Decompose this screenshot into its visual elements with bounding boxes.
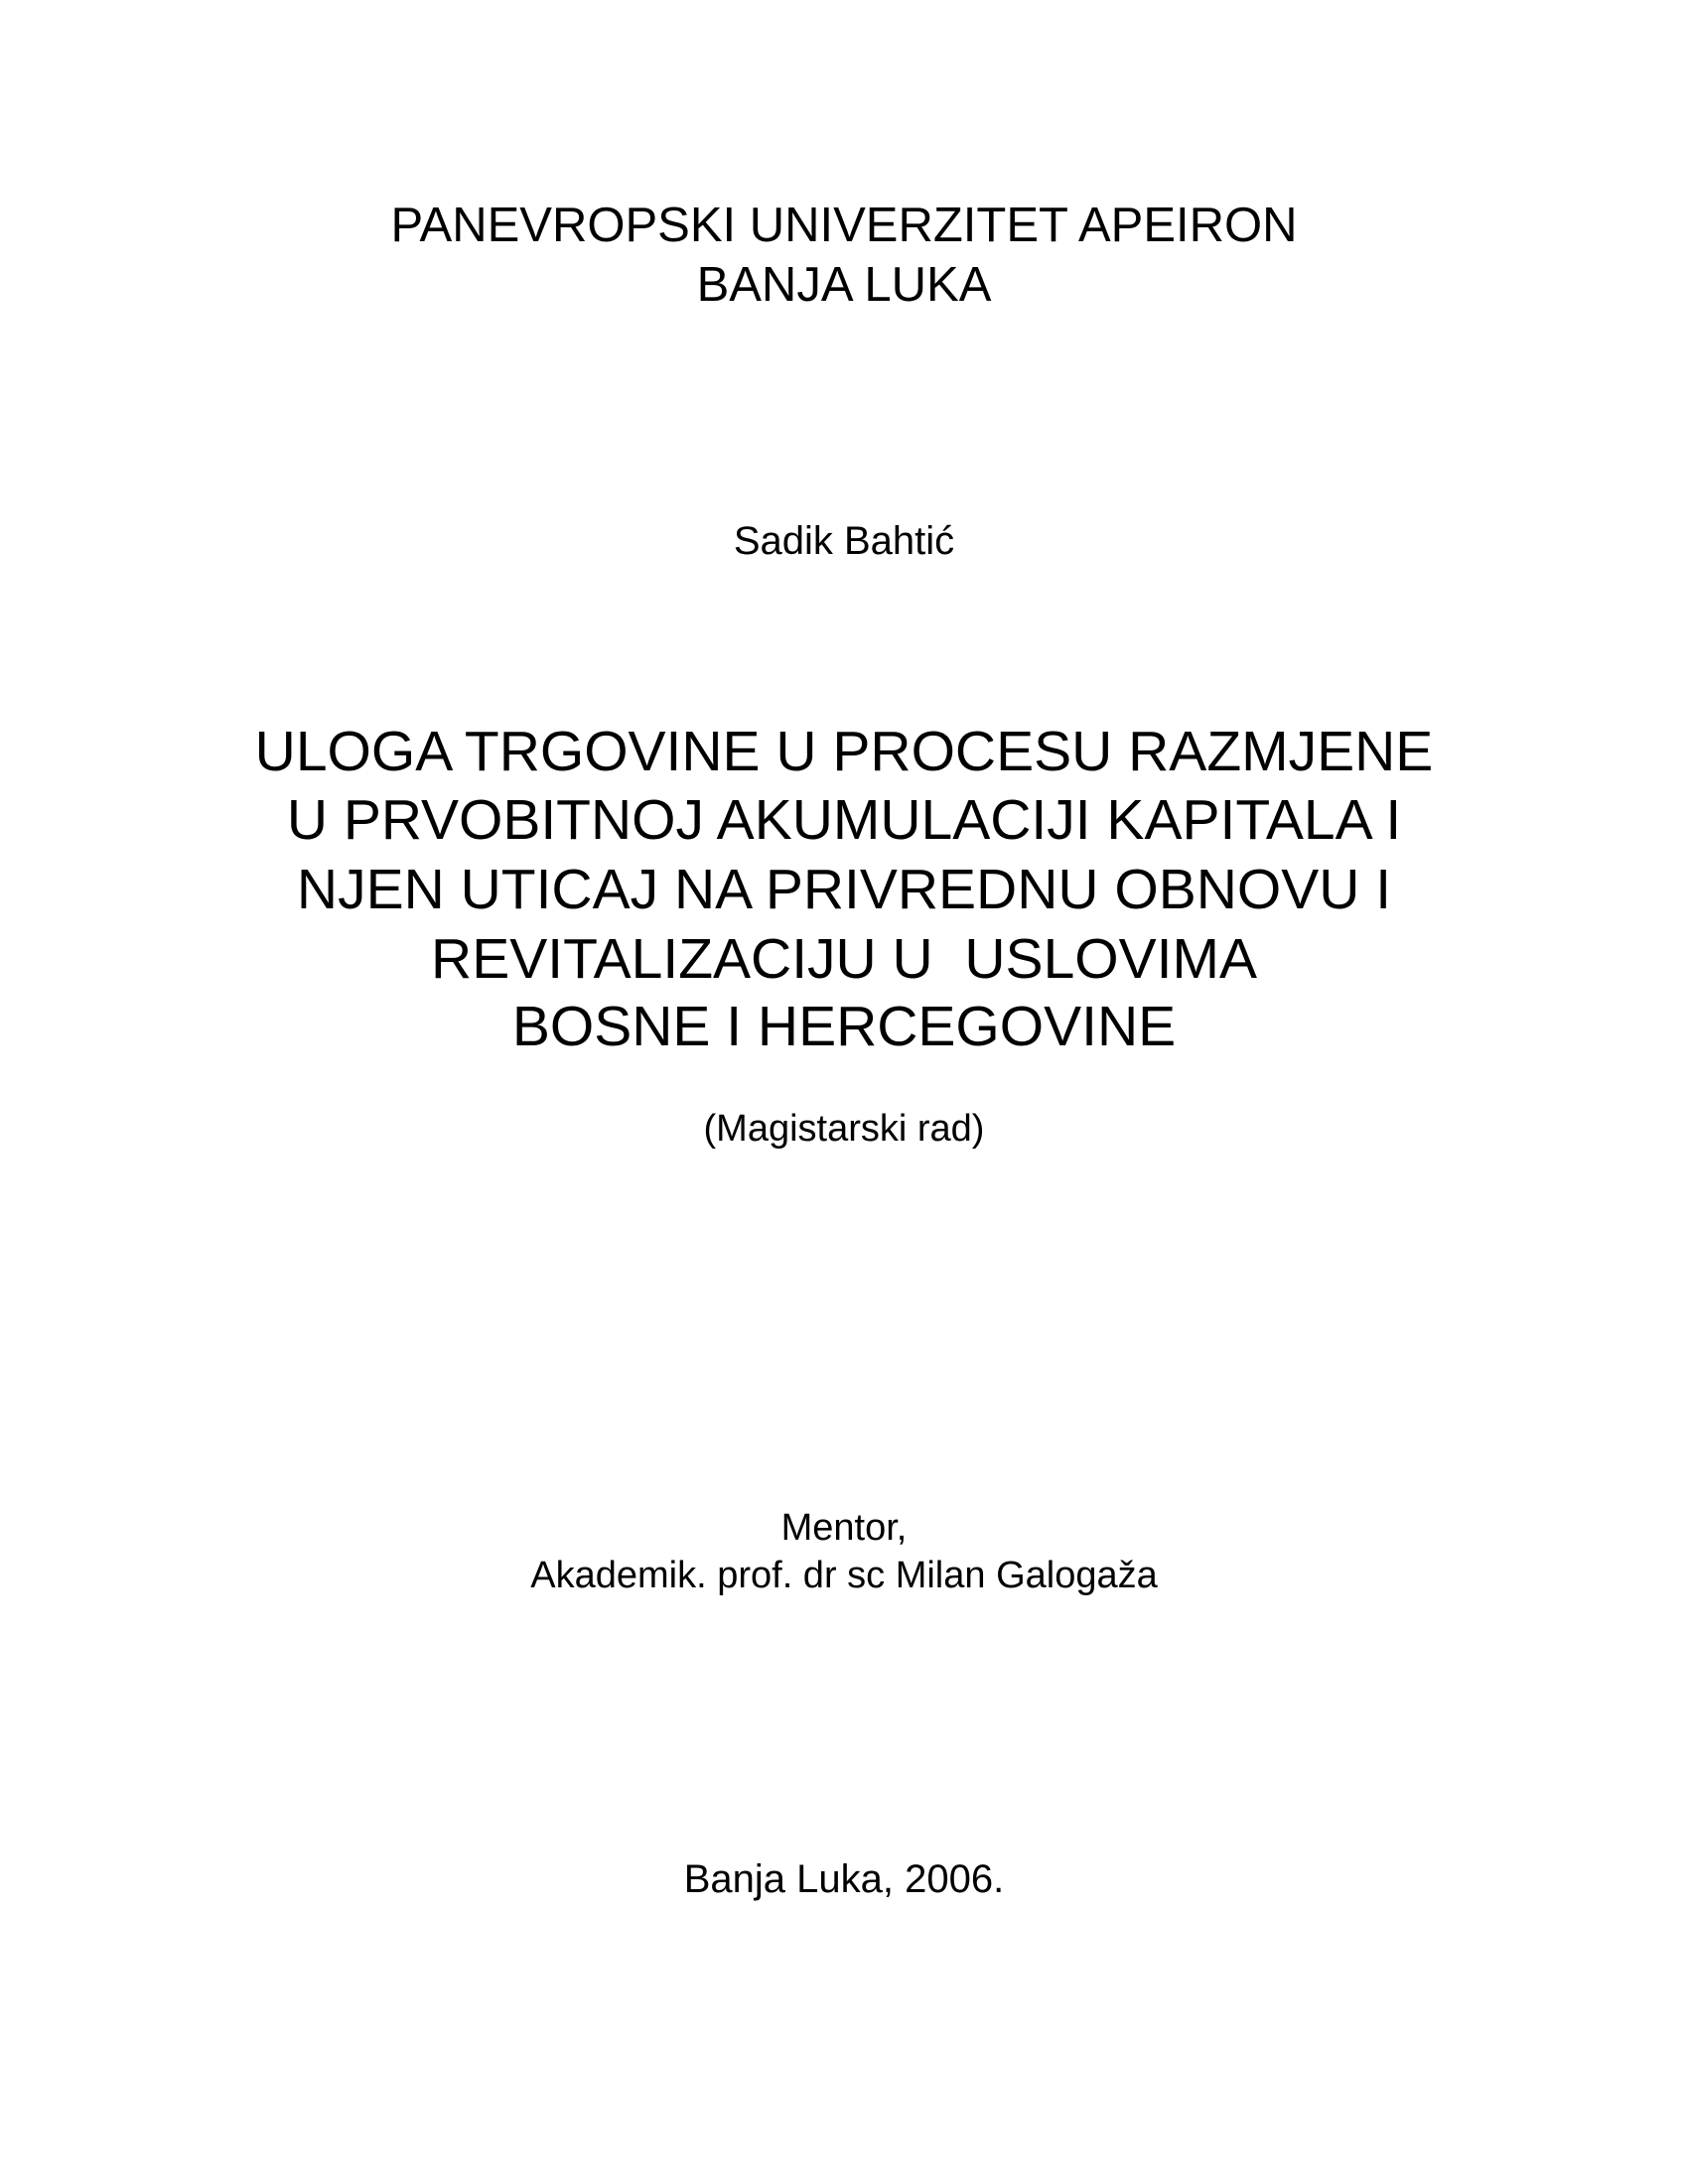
thesis-title-line: REVITALIZACIJU U USLOVIMA — [431, 927, 1257, 991]
thesis-title-line: BOSNE I HERCEGOVINE — [511, 995, 1177, 1058]
thesis-type: (Magistarski rad) — [703, 1108, 985, 1150]
place-and-date: Banja Luka, 2006. — [683, 1857, 1005, 1901]
mentor-label: Mentor, — [780, 1507, 908, 1549]
thesis-title-line: U PRVOBITNOJ AKUMULACIJI KAPITALA I — [286, 788, 1402, 852]
university-city: BANJA LUKA — [696, 258, 992, 312]
mentor-name: Akademik. prof. dr sc Milan Galogaža — [530, 1555, 1158, 1596]
university-name: PANEVROPSKI UNIVERZITET APEIRON — [390, 199, 1298, 252]
thesis-title-line: NJEN UTICAJ NA PRIVREDNU OBNOVU I — [296, 858, 1392, 921]
thesis-title-line: ULOGA TRGOVINE U PROCESU RAZMJENE — [254, 720, 1434, 783]
author-name: Sadik Bahtić — [733, 519, 955, 563]
